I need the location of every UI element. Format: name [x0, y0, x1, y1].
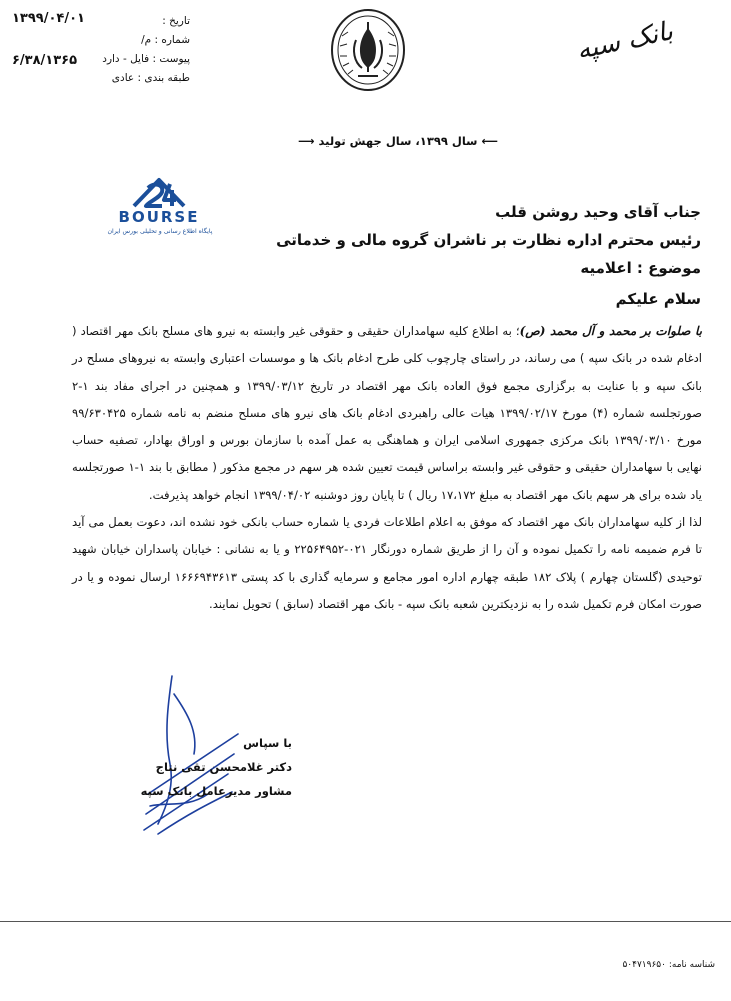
- signer-title: مشاور مدیرعامل بانک سپه: [140, 784, 292, 798]
- recipient-name: جناب آقای وحید روشن قلب: [495, 203, 701, 221]
- body-paragraph-2: [72, 509, 702, 618]
- footer-divider: [0, 921, 731, 922]
- closing-text: با سپاس: [243, 736, 292, 750]
- bank-sepah-logo: بانک سپه: [573, 16, 676, 66]
- attachment-label: پیوست : فایل - دارد: [102, 53, 190, 65]
- greeting: سلام علیکم: [615, 290, 701, 308]
- letter-subject: موضوع : اعلامیه: [580, 259, 701, 277]
- salawat-handwritten: با صلوات بر محمد و آل محمد (ص): [519, 324, 702, 338]
- attachment-number-value: ۶/۳۸/۱۳۶۵: [12, 53, 78, 68]
- letter-meta-values: [12, 8, 132, 71]
- letter-body: [72, 318, 702, 618]
- number-label: شماره : م/: [141, 34, 190, 46]
- recipient-title: رئیس محترم اداره نظارت بر ناشران گروه مالی و خدماتی: [276, 231, 701, 249]
- national-emblem-icon: [328, 6, 408, 92]
- date-value: ۱۳۹۹/۰۴/۰۱: [12, 11, 85, 26]
- classification-label: طبقه بندی : عادی: [111, 72, 190, 84]
- bourse-wordmark: BOURSE: [118, 208, 200, 226]
- bourse-subtitle: پایگاه اطلاع رسانی و تحلیلی بورس ایران: [107, 228, 213, 235]
- signer-name: دکتر غلامحسن تقی نتاج: [155, 760, 292, 774]
- signature-block: [132, 731, 292, 803]
- date-label: تاریخ :: [162, 15, 190, 27]
- number-value-empty: [12, 29, 132, 50]
- letter-id-code: شناسه نامه: ۵۰۴۷۱۹۶۵۰: [622, 960, 715, 970]
- addressee-block: [201, 198, 701, 316]
- body-paragraph-1: [72, 318, 702, 509]
- year-slogan: ⟵ سال ۱۳۹۹، سال جهش تولید ⟶: [298, 134, 498, 148]
- paragraph-2-text: لذا از کلیه سهامداران بانک مهر اقتصاد که موفق به اعلام اطلاعات فردی یا شماره حساب بانکی خود نشده اند، دعوت بعمل می آید تا فرم ضمیمه نامه را تکمیل نموده و آن را از طریق شماره دورنگار ۰۲۱-۲۲۵۶۴۹۵۲ و یا به نشانی : خیابان پاسداران خیابان شهید توحیدی (گلستان چهارم ) پلاک ۱۸۲ طبقه چهارم اداره امور مجامع و سرمایه گذاری با کد پستی ۱۶۶۶۹۴۳۶۱۳ ارسال نموده و یا در صورت امکان فرم تکمیل شده را به نزدیکترین شعبه بانک سپه - بانک مهر اقتصاد (سابق ) تحویل نمایند.: [72, 515, 702, 611]
- paragraph-1-text: ؛ به اطلاع کلیه سهامداران حقیقی و حقوقی غیر وابسته به نیرو های مسلح بانک مهر اقتصاد ( ادغام شده در بانک سپه ) می رساند، در راستای چارچوب کلی طرح ادغام بانک ها و موسسات اعتباری وابسته به نیروهای مسلح در بانک سپه و با عنایت به برگزاری مجمع فوق العاده بانک مهر اقتصاد در تاریخ ۱۳۹۹/۰۳/۱۲ و همچنین در اجرای مفاد بند ۱-۲ صورتجلسه شماره (۴) مورخ ۱۳۹۹/۰۲/۱۷ هیات عالی راهبردی ادغام بانک های نیرو های مسلح منضم به نامه شماره ۹۹/۶۳۰۴۲۵ مورخ ۱۳۹۹/۰۳/۱۰ بانک مرکزی جمهوری اسلامی ایران و هماهنگی به عمل آمده با سازمان بورس و اوراق بهادار، تصفیه حساب نهایی با سهامداران حقیقی و حقوقی غیر وابسته براساس قیمت تعیین شده هر سهم در مجمع مذکور ( مطابق با بند ۱-۱ صورتجلسه یاد شده برای هر سهم بانک مهر اقتصاد به مبلغ ۱۷،۱۷۲ ریال ) تا پایان روز دوشنبه ۱۳۹۹/۰۴/۰۲ انجام خواهد پذیرفت.: [72, 324, 702, 502]
